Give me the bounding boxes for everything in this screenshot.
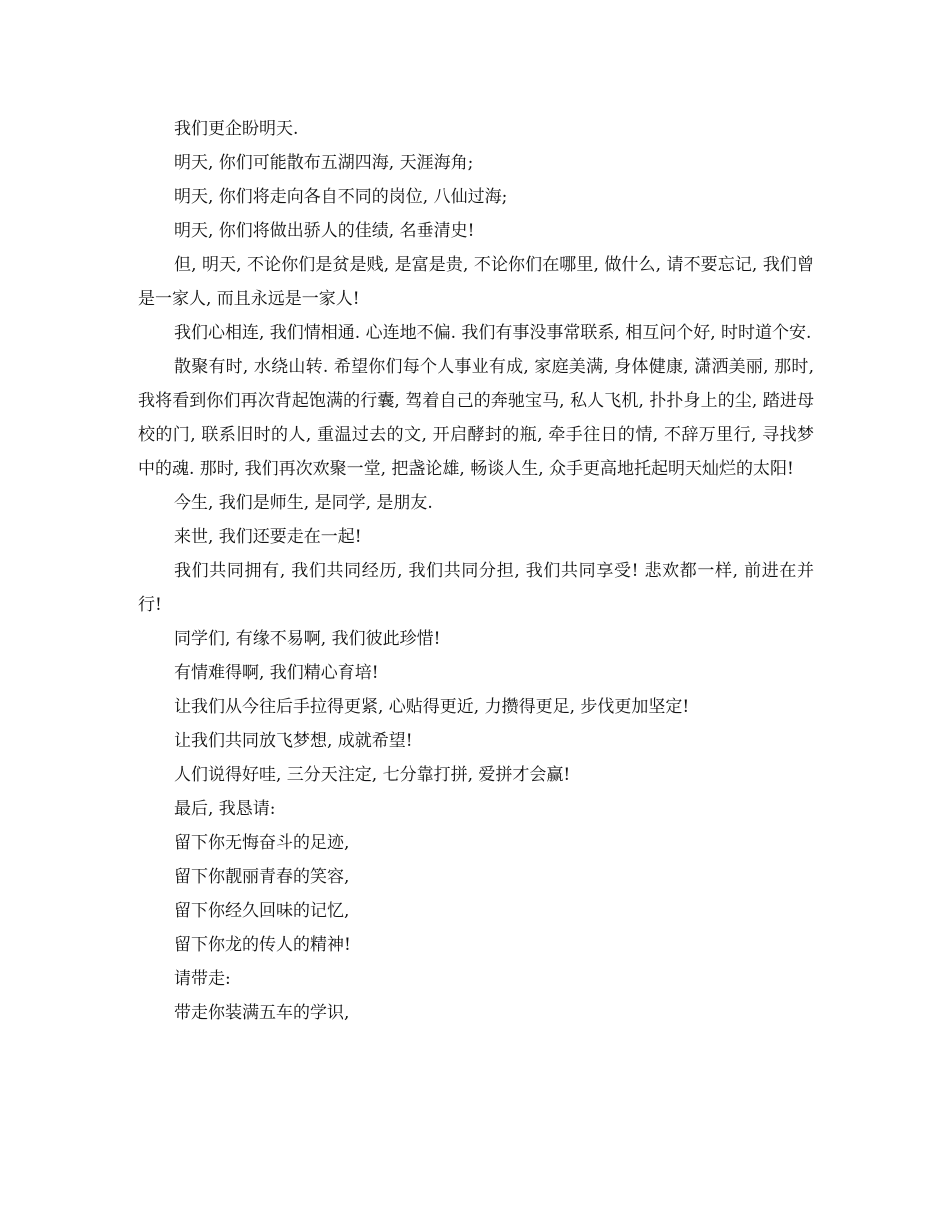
- paragraph: 有情难得啊, 我们精心育培!: [174, 663, 379, 683]
- paragraph: 留下你靓丽青春的笑容,: [174, 867, 350, 887]
- paragraph: 但, 明天, 不论你们是贫是贱, 是富是贵, 不论你们在哪里, 做什么, 请不要忘记, 我们曾是一家人, 而且永远是一家人!: [138, 255, 814, 309]
- paragraph: 同学们, 有缘不易啊, 我们彼此珍惜!: [174, 629, 441, 649]
- paragraph: 来世, 我们还要走在一起!: [174, 527, 362, 547]
- paragraph: 留下你龙的传人的精神!: [174, 935, 351, 955]
- document-body: [138, 112, 814, 1030]
- paragraph: 让我们共同放飞梦想, 成就希望!: [174, 731, 413, 751]
- paragraph: 留下你无悔奋斗的足迹,: [174, 833, 350, 853]
- paragraph: 我们共同拥有, 我们共同经历, 我们共同分担, 我们共同享受! 悲欢都一样, 前进在并行!: [138, 561, 814, 615]
- paragraph: 最后, 我恳请:: [174, 799, 276, 819]
- paragraph: 我们更企盼明天.: [174, 119, 299, 139]
- paragraph: 让我们从今往后手拉得更紧, 心贴得更近, 力攒得更足, 步伐更加坚定!: [174, 697, 690, 717]
- paragraph: 明天, 你们将做出骄人的佳绩, 名垂清史!: [174, 221, 475, 241]
- paragraph: 带走你装满五车的学识,: [174, 1003, 350, 1023]
- paragraph: 请带走:: [174, 969, 231, 989]
- paragraph: 人们说得好哇, 三分天注定, 七分靠打拼, 爱拼才会赢!: [174, 765, 571, 785]
- paragraph: 明天, 你们将走向各自不同的岗位, 八仙过海;: [174, 187, 508, 207]
- paragraph: 我们心相连, 我们情相通. 心连地不偏. 我们有事没事常联系, 相互问个好, 时时道个安.: [174, 323, 812, 343]
- paragraph: 散聚有时, 水绕山转. 希望你们每个人事业有成, 家庭美满, 身体健康, 潇洒美丽, 那时, 我将看到你们再次背起饱满的行囊, 驾着自己的奔驰宝马, 私人飞机, 扑扑身上的尘, 踏进母校的门, 联系旧时的人, 重温过去的文, 开启酵封的瓶, 牵手往日的情, 不辞万里行, 寻找梦中的魂. 那时, 我们再次欢聚一堂, 把盏论雄, 畅谈人生, 众手更高地托起明天灿烂的太阳!: [138, 357, 814, 479]
- paragraph: 今生, 我们是师生, 是同学, 是朋友.: [174, 493, 433, 513]
- paragraph: 留下你经久回味的记忆,: [174, 901, 350, 921]
- paragraph: 明天, 你们可能散布五湖四海, 天涯海角;: [174, 153, 474, 173]
